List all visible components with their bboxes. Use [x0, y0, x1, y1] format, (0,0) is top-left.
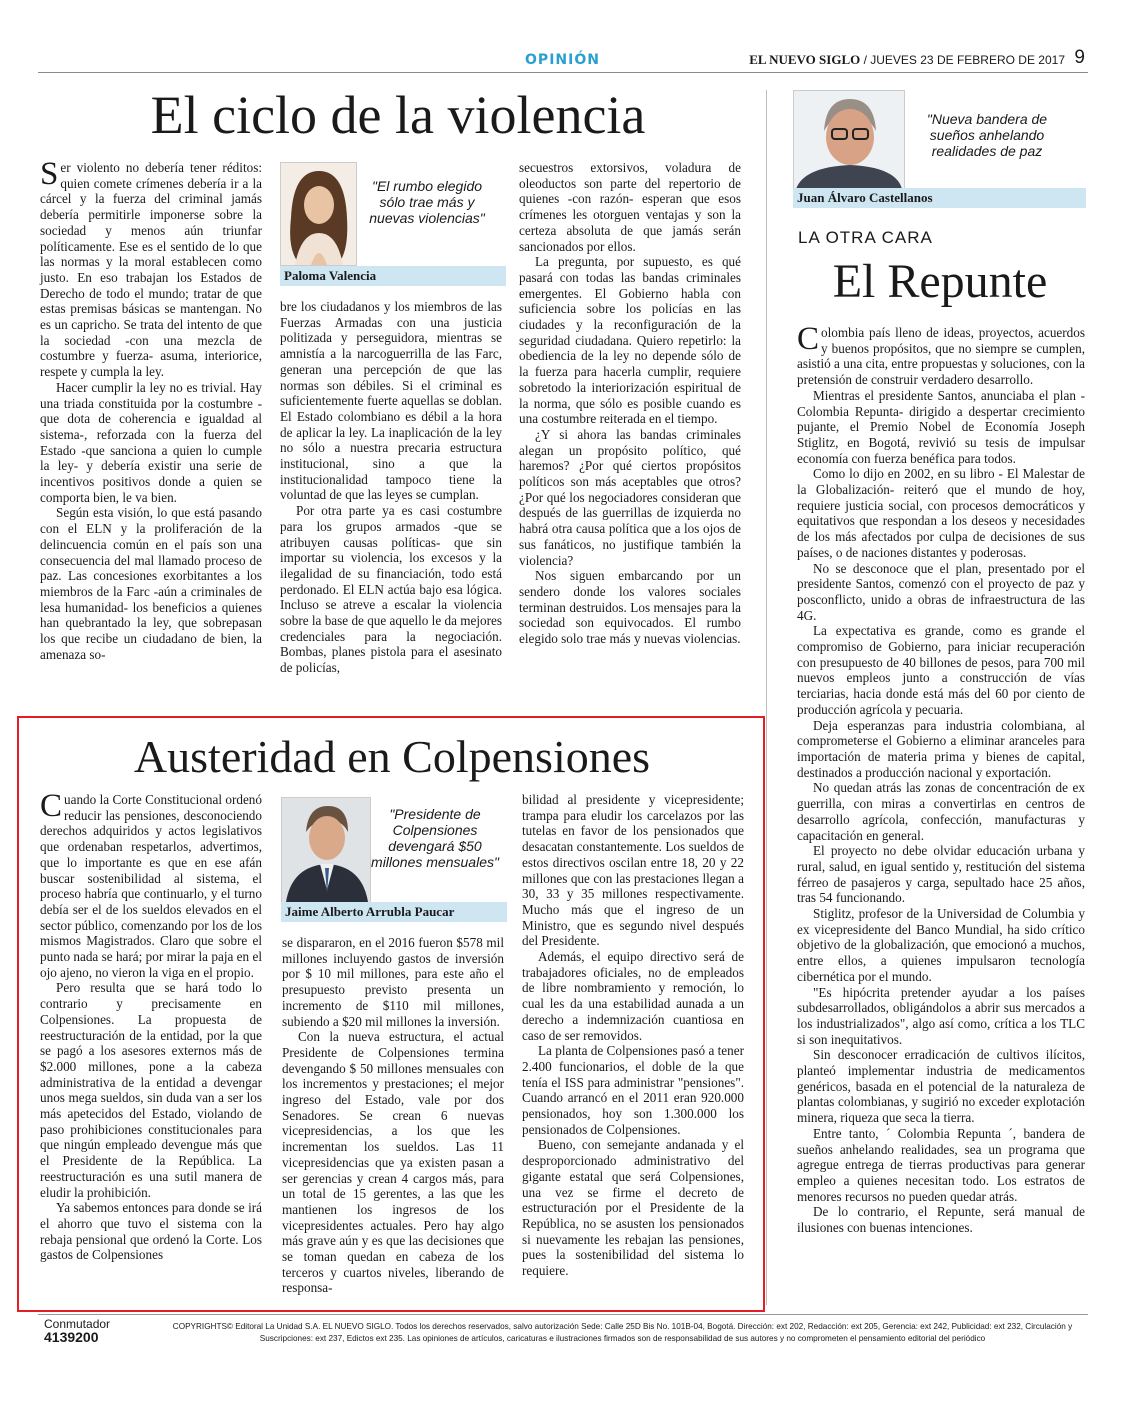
article-repunte-body: Colombia país lleno de ideas, proyectos, acuerdos y buenos propósitos, que no siempre se cumplen, asistió a una cita, entre propuestas y soluciones, con la pretensión de construir verdadero desarrollo. Mientras el presidente Santos, anunciaba el plan -Colombia Repunta- dirigido a despertar crecimiento pujante, el Premio Nobel de Economía Joseph Stiglitz, en Bogotá, revivió su tesis de impulsar economía con fuerza benéfica para todos. Como lo dijo en 2002, en su libro - El Malestar de la Globalización- reiteró que el mundo de hoy, requiere justicia social, con procesos democráticos y equitativos que respondan a los deseos y necesidades de los más afectados por culpa de decisiones de sus países, o de naciones distantes y poderosas. No se desconoce que el plan, presentado por el presidente Santos, comenzó con el proyecto de paz y posconflicto, unido a obras de infraestructura de las 4G. La expectativa es grande, como es grande el compromiso de Gobierno, para iniciar recuperación con presupuesto de 40 billones de pesos, para 700 mil nuevos empleos junto a construcción de vías terciarias, hacia donde está más del 60 por ciento de producción agrícola y pecuaria. Deja esperanzas para industria colombiana, al comprometerse el Gobierno a eliminar aranceles para importación de materia prima y bienes de capital, destinados a producción nacional y exportación. No quedan atrás las zonas de concentración de ex guerrilla, con miras a convertirlas en centros de desarrollo agrícola, confección, manufacturas y capacitación en general. El proyecto no debe olvidar educación urbana y rural, salud, en igual sentido y, restitución del sistema férreo de pasajeros y carga, sepultado hace 25 años, tras 54 funcionando. Stiglitz, profesor de la Universidad de Columbia y ex vicepresidente del Banco Mundial, ha sido crítico objetivo de la globalización, que emocionó a muchos, entre ellos, a quienes impulsaron tecnología cibernética por el mundo. "Es hipócrita pretender ayudar a los países subdesarrollados, obligándolos a abrir sus mercados a los industrializados", algo así como, crítica a los TLC si son inequitativos. Sin desconocer erradicación de cultivos ilícitos, planteó implementar industria de medicamentos genéricos, basada en el potencial de la naturaleza de plantas colombianas, y sugirió no exceder explotación minera, riqueza que seca la tierra. Entre tanto, ´ Colombia Repunta ´, bandera de sueños anhelando realidades, sea un programa que agregue entrega de tierras productivas para generar empleo a quienes necesitan todo. Los estratos de menores recursos no pueden quedar atrás. De lo contrario, el Repunte, será manual de ilusiones con buenas intenciones. [797, 321, 1085, 1236]
dropcap: S [40, 156, 59, 192]
article-title-repunte: El Repunte [832, 255, 1048, 308]
pull-quote: "Nueva bandera de sueños anhelando realidades de paz [926, 111, 1048, 159]
dropcap: C [40, 788, 63, 824]
article-title-ciclo: El ciclo de la violencia [150, 85, 646, 145]
page-number: 9 [1074, 47, 1085, 68]
issue-date: / JUEVES 23 DE FEBRERO DE 2017 [863, 53, 1065, 67]
article-austeridad-col2: se dispararon, en el 2016 fueron $578 mil millones incluyendo gastos de inversión por $ 10 mil millones, para este año el presupuesto previsto presenta un incremento de $110 mil millones, subiendo a $20 mil millones la inversión. Con la nueva estructura, el actual Presidente de Colpensiones termina devengando $ 50 millones mensuales con los incrementos y prestaciones; el mejor ingreso del Estado, vale por dos Senadores. Se crean 6 nuevas vicepresidencias, a los que les incrementan los sueldos. Las 11 vicepresidencias que ya existen pasan a ser gerencias y crean 4 cargos más, para un total de 15 gerentes, a las que les mantienen los ingresos de los vicepresidentes actuales. Pero hay algo más grave aún y es que las decisiones que se toman quedan en cabeza de los terceros y cuartos niveles, liberando de responsa- [282, 935, 504, 1296]
article-austeridad-col3: bilidad al presidente y vicepresidente; trampa para eludir los carcelazos por las tutelas en favor de los pensionados que desacatan constantemente. Los sueldos de estos directivos oscilan entre 18, 20 y 22 millones que con las prestaciones llegan a 30, 33 y 35 millones respectivamente. Mucho más que el ingreso de un Ministro, que es segundo nivel después del Presidente. Además, el equipo directivo será de trabajadores oficiales, no de empleados de libre nombramiento y remoción, lo cual les da una estabilidad aunada a un derecho a indemnización cuantiosa en caso de ser removidos. La planta de Colpensiones pasó a tener 2.400 funcionarios, el doble de la que tenía el ISS para administrar "pensiones". Cuando arrancó en el 2011 eran 920.000 pensionados, hoy son 1.300.000 los pensionados de Colpensiones. Bueno, con semejante andanada y el desproporcionado administrativo del gigante estatal que será Colpensiones, una vez se firme el decreto de estructuración por el Presidente de la República, no se asusten los pensionados si nuevamente les rebajan las pensiones, pues la sostenibilidad del sistema lo requiere. [522, 792, 744, 1279]
switchboard [44, 1318, 110, 1345]
author-photo [281, 797, 371, 903]
article-austeridad-col1: Cuando la Corte Constitucional ordenó reducir las pensiones, desconociendo derechos adquiridos y actos legislativos que ordenaban respetarlos, advertimos, que lo importante es que en ese afán buscar sostenibilidad al sistema, el proceso habría que continuarlo, y el turno debía ser el de los sueldos elevados en el sector público, comenzando por los de los mismos Magistrados. Claro que sobre el punto nada se hará; por mirar la paja en el ojo ajeno, no vieron la viga en el propio. Pero resulta que se hará todo lo contrario y precisamente en Colpensiones. La propuesta de reestructuración de la entidad, por la que se pagó a los asesores externos más de $2.000 millones, pone a la cabeza administrativa de la entidad a devengar unos mega sueldos, sin duda van a ser los más apetecidos del Estado, violando de paso prohibiciones constitucionales para que ningún empleado devengue más que el Presidente de la República. La reestructuración es una sutil manera de eludir la prohibición. Ya sabemos entonces para donde se irá el ahorro que tuvo el sistema con la rebaja pensional que ordenó la Corte. Los gastos de Colpensiones [40, 788, 262, 1263]
newspaper-name: EL NUEVO SIGLO [749, 52, 861, 67]
switchboard-label: Conmutador [44, 1317, 111, 1331]
copyright-notice: COPYRIGHTS© Editoral La Unidad S.A. EL NUEVO SIGLO. Todos los derechos reservados, salvo autorización Sede: Calle 25D Bis No. 101B-04, Bogotá. Dirección: ext 202, Redacción: ext 205, Gerencia: ext 242, Publicidad: ext 232, Circulación y Suscripciones: ext 237, Edictos ext 235. Las opiniones de artículos, caricaturas e ilustraciones firmados son de responsabilidad de sus autores y no comprometen el pensamiento editorial del periódico [172, 1322, 1073, 1343]
author-name: Jaime Alberto Arrubla Paucar [281, 902, 507, 922]
author-photo [793, 90, 905, 190]
article-title-austeridad: Austeridad en Colpensiones [133, 731, 651, 782]
footer-rule [38, 1314, 1088, 1315]
switchboard-number: 4139200 [44, 1329, 99, 1345]
dropcap: C [797, 321, 820, 357]
author-name: Juan Álvaro Castellanos [793, 188, 1086, 208]
article-ciclo-col1: Ser violento no debería tener réditos: quien comete crímenes debería ir a la cárcel y la fuerza del criminal jamás debería permitirle imponerse sobre la sociedad y menos aún triunfar políticamente. Ese es el sentido de lo que las normas y la moral establecen como justo. En eso trabajan los Estados de Derecho de todo el mundo; tratar de que estas premisas básicas se mantengan. No es un capricho. Se trata del intento de que la sociedad -con una mezcla de costumbre y fuerza- asuma, interiorice, respete y cumpla la ley. Hacer cumplir la ley no es trivial. Hay una triada constituida por la costumbre -que dota de coherencia e igualdad al sistema-, reforzada con la fuerza del Estado -que sanciona a quien lo cumple la ley- y debería existir una serie de incentivos positivos donde a quien se comporta bien, le va bien. Según esta visión, lo que está pasando con el ELN y la proliferación de la delincuencia común en el país son una consecuencia del mal llamado proceso de paz. Las concesiones exorbitantes a los miembros de la Farc -aún a criminales de lesa humanidad- los beneficios a quienes han quebrantado la ley, que sobrepasan los que recibe un ciudadano de bien, la amenaza so- [40, 156, 262, 662]
pull-quote: "Presidente de Colpensiones devengará $50 millones mensuales" [371, 806, 499, 870]
pull-quote: "El rumbo elegido sólo trae más y nuevas violencias" [369, 178, 485, 226]
column-kicker: LA OTRA CARA [798, 228, 933, 247]
article-ciclo-col3: secuestros extorsivos, voladura de oleoductos son parte del repertorio de quienes -con razón- esperan que esos crímenes les otorguen ventajas y son la certeza absoluta de que jamás serán sancionados por ellos. La pregunta, por supuesto, es qué pasará con todas las bandas criminales emergentes. El Gobierno habla con suficiencia sobre los policías en las ciudades y la reconfiguración de la seguridad ciudadana. Quiero repetirlo: la obediencia de la ley no depende sólo de la fuerza para hacerla cumplir, requiere sobretodo la interiorización espiritual de la norma, que sólo es posible cuando es una costumbre reiterada en el tiempo. ¿Y si ahora las bandas criminales alegan un propósito político, qué haremos? ¿Por qué ciertos propósitos políticos son más aceptables que otros? ¿Por qué los negociadores consideran que después de las guerrillas de izquierda no habrá otra causa política que a los ojos de sus fanáticos, no justifique también la violencia? Nos siguen embarcando por un sendero donde los valores sociales terminan destruidos. Los mensajes para la sociedad son equivocados. El rumbo elegido solo trae más y nuevas violencias. [519, 160, 741, 647]
article-ciclo-col2: bre los ciudadanos y los miembros de las Fuerzas Armadas con una justicia politizada y perseguidora, mientras se amnistía a la narcoguerrilla de las Farc, generan una percepción de que las normas son débiles. Si el criminal es suficientemente fuerte aquellas se doblan. El Estado colombiano es débil a la hora de aplicar la ley. La inaplicación de la ley no sólo a nuestra precaria estructura institucional, sino a que la institucionalidad tampoco tiene la voluntad de que las leyes se cumplan. Por otra parte ya es casi costumbre para los grupos armados -que se atribuyen causas políticas- que sin importar su violencia, los excesos y la ilegalidad de su financiación, todo está perdonado. El ELN actúa bajo esa lógica. Incluso se atreve a escalar la violencia sobre la base de que aquello le da mejores credenciales para la negociación. Bombas, planes pistola para el asesinato de policías, [280, 299, 502, 676]
masthead [749, 52, 1065, 68]
column-separator [766, 90, 767, 1305]
author-photo [280, 162, 357, 266]
section-label: OPINIÓN [525, 52, 600, 68]
header-rule [38, 72, 1088, 73]
author-name: Paloma Valencia [280, 266, 506, 286]
